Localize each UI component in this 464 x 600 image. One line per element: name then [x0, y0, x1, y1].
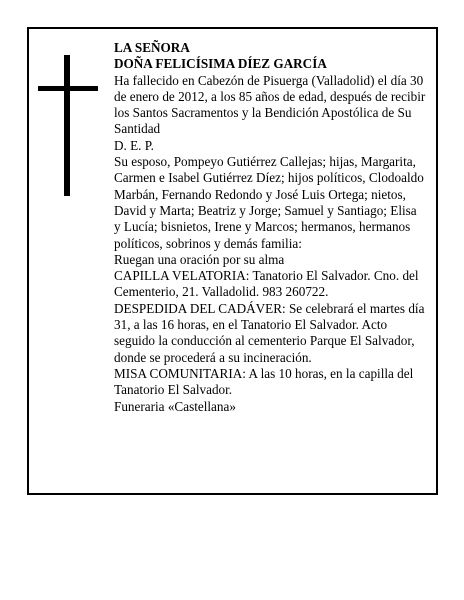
death-info: Ha fallecido en Cabezón de Pisuerga (Valladolid) el día 30 de enero de 2012, a los 85 años de edad, después de recibir los Santos Sacramentos y la Bendición Apostólica de Su Santidad	[114, 72, 426, 137]
family-list: Su esposo, Pompeyo Gutiérrez Callejas; hijas, Margarita, Carmen e Isabel Gutiérrez Díez; hijos políticos, Clodoaldo Marbán, Fernando Redondo y José Luis Ortega; nietos, David y Marta; Beatriz y Jorge; Samuel y Santiago; Elisa y Lucía; bisnietos, Irene y Marcos; hermanos, hermanos políticos, sobrinos y demás familia:	[114, 154, 424, 251]
funeral-home: Funeraria «Castellana»	[114, 398, 236, 414]
title-line-1: LA SEÑORA	[114, 40, 190, 55]
cross-vertical-bar	[64, 55, 70, 196]
prayer-request: Ruegan una oración por su alma	[114, 251, 285, 267]
mass-info: MISA COMUNITARIA: A las 10 horas, en la capilla del Tanatorio El Salvador.	[114, 365, 414, 398]
farewell-info: DESPEDIDA DEL CADÁVER: Se celebrará el martes día 31, a las 16 horas, en el Tanatorio El Salvador. Acto seguido la conducción al cementerio Parque El Salvador, donde se procederá a su incineración.	[114, 300, 425, 365]
cross-horizontal-bar	[38, 86, 98, 91]
notice-body	[114, 40, 426, 415]
dep-abbreviation: D. E. P.	[114, 137, 154, 153]
deceased-name: DOÑA FELICÍSIMA DÍEZ GARCÍA	[114, 56, 327, 72]
chapel-info: CAPILLA VELATORIA: Tanatorio El Salvador. Cno. del Cementerio, 21. Valladolid. 983 260722.	[114, 268, 419, 300]
